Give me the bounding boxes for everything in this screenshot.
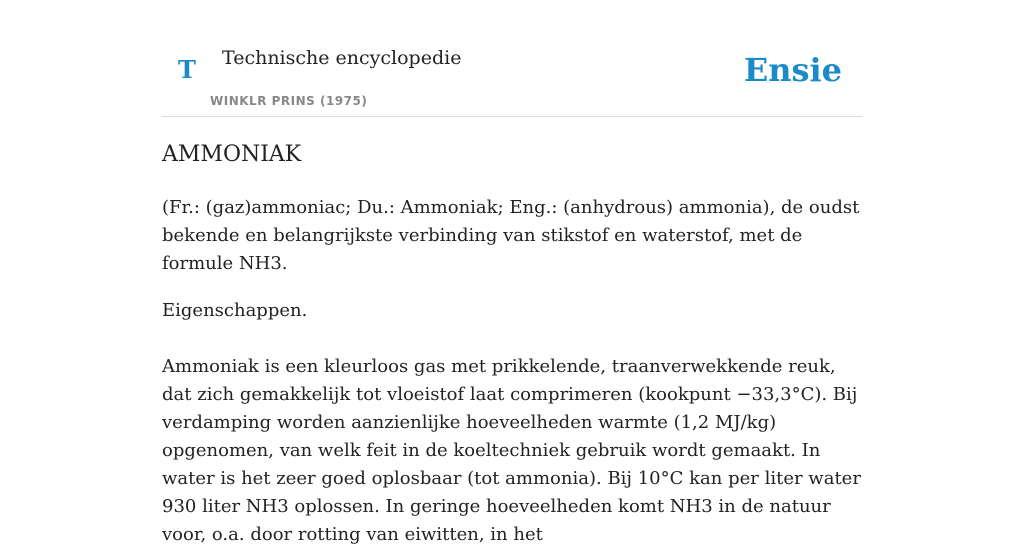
section-heading: Eigenschappen. [162,300,308,321]
source-subtitle: WINKLR PRINS (1975) [210,94,368,108]
source-logo-link[interactable]: T [178,55,196,84]
source-title[interactable]: Technische encyclopedie [222,47,462,69]
entry-intro: (Fr.: (gaz)ammoniac; Du.: Ammoniak; Eng.: (anhydrous) ammonia), de oudst bekende en belangrijkste verbinding van stikstof en waterstof, met de formule NH3. [162,197,860,274]
site-header [162,0,862,117]
article [162,138,862,549]
ensie-brand-link[interactable]: Ensie [743,51,842,89]
entry-title: AMMONIAK [162,142,302,167]
entry-body: Ammoniak is een kleurloos gas met prikkelende, traanverwekkende reuk, dat zich gemakkelijk tot vloeistof laat comprimeren (kookpunt −33,3°C). Bij verdamping worden aanzienlijke hoeveelheden warmte (1,2 MJ/kg) opgenomen, van welk feit in de koeltechniek gebruik wordt gemaakt. In water is het zeer goed oplosbaar (tot ammonia). Bij 10°C kan per liter water 930 liter NH3 oplossen. In geringe hoeveelheden komt NH3 in de natuur voor, o.a. door rotting van eiwitten, in het [162,356,861,545]
